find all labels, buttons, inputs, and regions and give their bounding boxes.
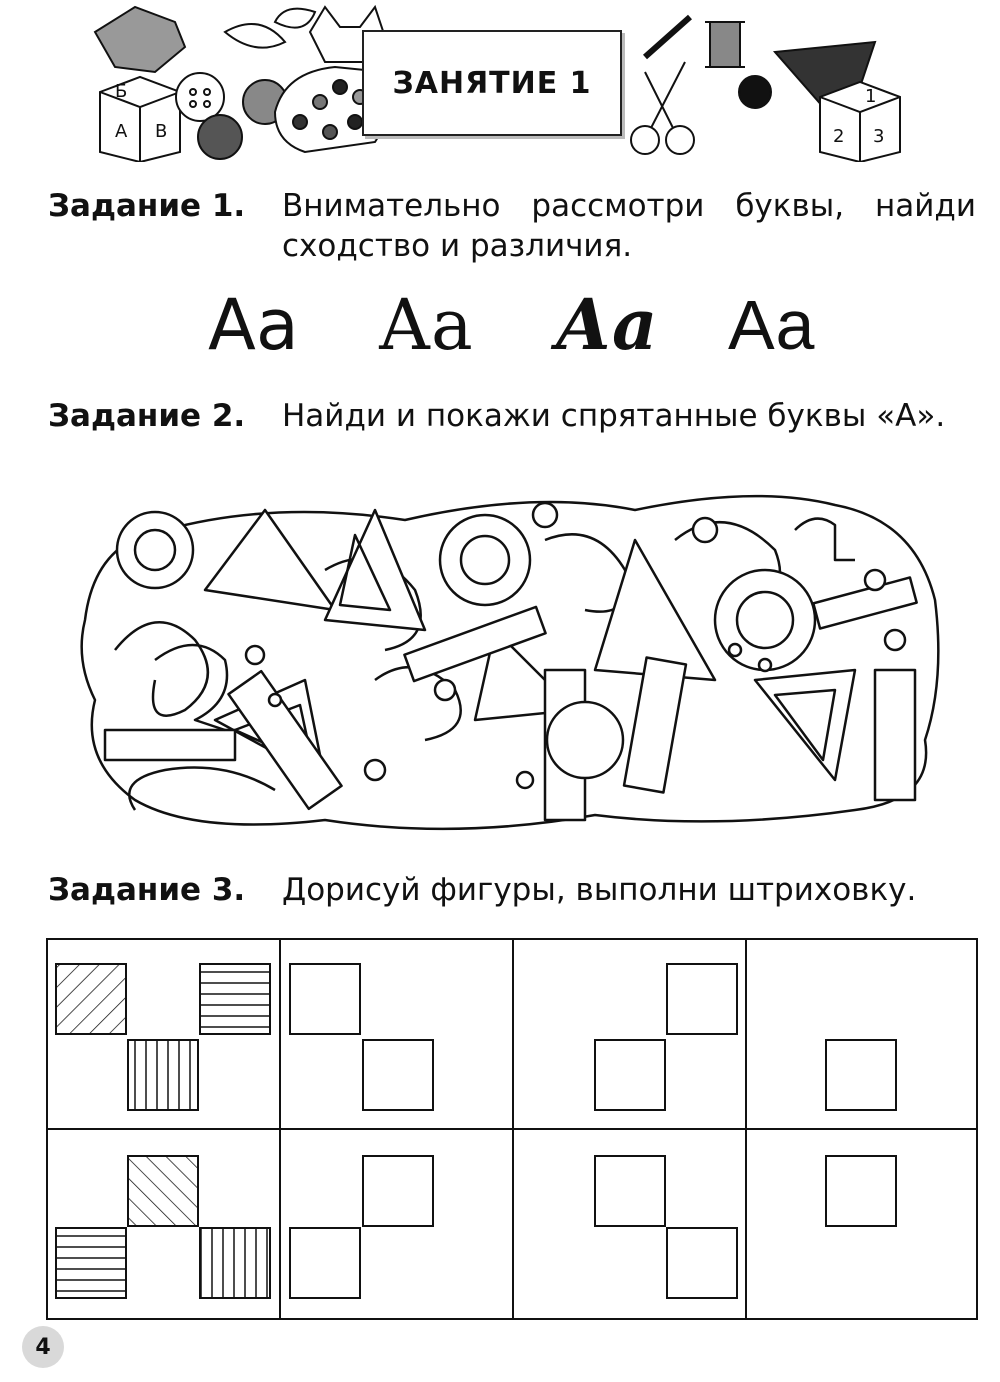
letter-sample: Аа <box>555 283 658 366</box>
shaded-square <box>56 964 126 1034</box>
task-2 <box>48 396 976 476</box>
task-label: Задание 2. <box>48 398 246 434</box>
task-label: Задание 1. <box>48 188 246 224</box>
thread-spool-icon <box>710 22 740 67</box>
shaded-square <box>200 1228 270 1298</box>
empty-square <box>826 1156 896 1226</box>
dog-patch-icon <box>95 7 185 72</box>
page-number <box>22 1326 64 1368</box>
lesson-title: ЗАНЯТИЕ 1 <box>392 65 592 101</box>
leaf-icon <box>275 9 315 28</box>
shaded-square <box>128 1040 198 1110</box>
shaded-square <box>128 1156 198 1226</box>
empty-square <box>363 1156 433 1226</box>
letter-sample: Аа <box>378 284 473 366</box>
cube-letter: Б <box>115 81 128 102</box>
empty-square <box>363 1040 433 1110</box>
empty-square <box>290 1228 360 1298</box>
leaf-icon <box>225 24 285 48</box>
letter-samples <box>150 285 870 365</box>
cube-digit: 2 <box>833 126 845 147</box>
empty-square <box>826 1040 896 1110</box>
button-icon <box>176 73 224 121</box>
cube-letter: А <box>115 121 128 142</box>
page-number-text: 4 <box>35 1334 51 1360</box>
empty-square <box>667 964 737 1034</box>
cube-digit: 3 <box>873 126 885 147</box>
lesson-title-box <box>362 30 622 136</box>
yarn-ball-icon <box>198 115 242 159</box>
pencil-icon <box>645 17 690 57</box>
shaded-square <box>56 1228 126 1298</box>
task-text: Найди и покажи спрятанные буквы «А». <box>282 398 946 434</box>
letter-sample: Аа <box>728 286 815 364</box>
cube-letter: В <box>155 121 168 142</box>
letter-sample: Аа <box>208 284 299 366</box>
task-text: Дорисуй фигуры, выполни штриховку. <box>282 872 917 908</box>
empty-square <box>290 964 360 1034</box>
scissors-icon <box>631 126 659 154</box>
shading-grid <box>46 938 978 1320</box>
shaded-square <box>200 964 270 1034</box>
task-3 <box>48 870 976 910</box>
task-label: Задание 3. <box>48 872 246 908</box>
button-icon <box>739 76 771 108</box>
empty-square <box>595 1040 665 1110</box>
empty-square <box>595 1156 665 1226</box>
task-text: Внимательно рассмотри буквы, найди сходство и различия. <box>282 188 976 264</box>
task-1 <box>48 186 976 266</box>
empty-square <box>667 1228 737 1298</box>
hidden-letters-picture <box>75 480 945 850</box>
cube-digit: 1 <box>865 86 877 107</box>
